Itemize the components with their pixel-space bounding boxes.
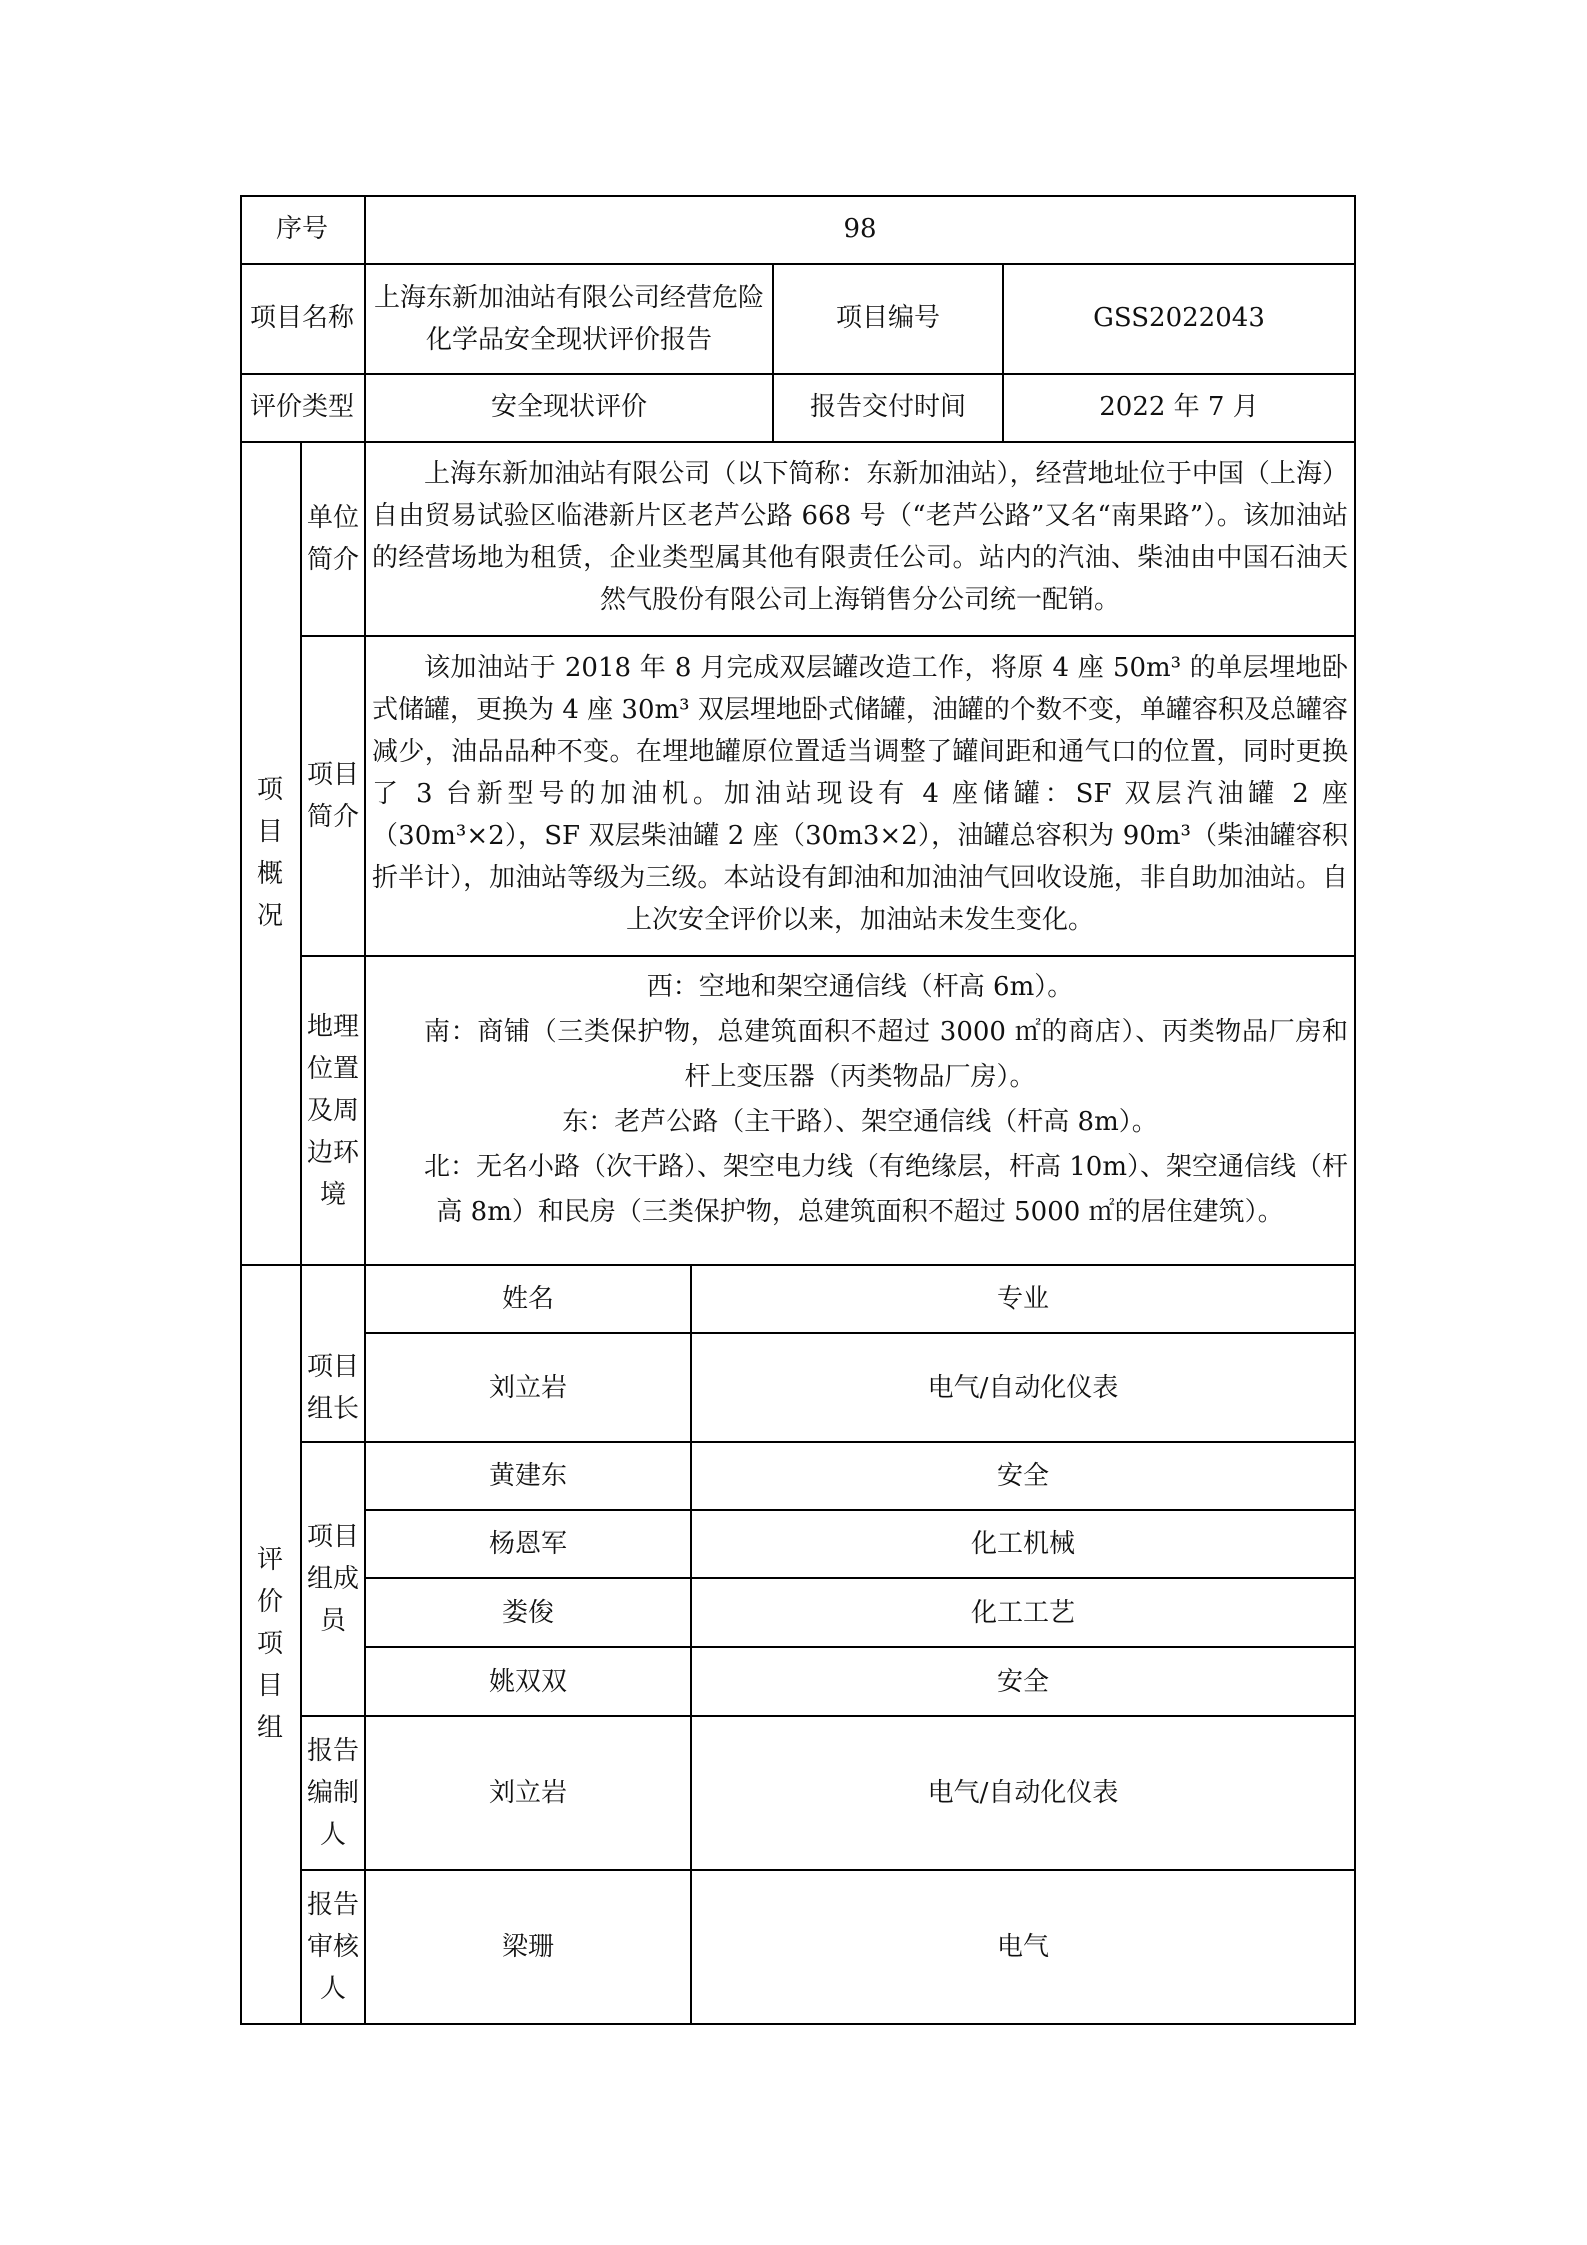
- member-name: 黄建东: [488, 1461, 567, 1491]
- col-major-header: 专业: [996, 1284, 1049, 1314]
- member-major: 化工机械: [970, 1529, 1075, 1559]
- leader-major: 电气/自动化仪表: [927, 1372, 1119, 1403]
- unit-intro-label: 单位简介: [306, 503, 359, 575]
- leader-name: 刘立岩: [488, 1372, 567, 1403]
- compiler-label: 报告编制人: [306, 1736, 359, 1850]
- geo-location-label: 地理位置及周边环境: [306, 1011, 359, 1210]
- info-table: [240, 195, 1356, 2025]
- project-code-value: GSS2022043: [1093, 303, 1265, 333]
- team-label: 评价项目组: [256, 1544, 283, 1743]
- seq-label: 序号: [275, 214, 328, 244]
- eval-type-value: 安全现状评价: [490, 392, 647, 422]
- seq-value: 98: [843, 214, 877, 244]
- geo-south: 南：商铺（三类保护物，总建筑面积不超过 3000 ㎡的商店）、丙类物品厂房和杆上变压器（丙类物品厂房）。: [424, 1017, 1348, 1092]
- project-name-value: 上海东新加油站有限公司经营危险化学品安全现状评价报告: [374, 283, 765, 355]
- member-major: 化工工艺: [970, 1597, 1075, 1628]
- reviewer-label: 报告审核人: [306, 1890, 359, 2004]
- member-name: 杨恩军: [488, 1529, 567, 1559]
- member-major: 安全: [996, 1461, 1049, 1491]
- reviewer-name: 梁珊: [501, 1932, 554, 1962]
- compiler-name: 刘立岩: [488, 1778, 567, 1808]
- compiler-major: 电气/自动化仪表: [927, 1778, 1119, 1808]
- leader-label: 项目组长: [306, 1351, 359, 1424]
- unit-intro-text: 上海东新加油站有限公司（以下简称：东新加油站），经营地址位于中国（上海）自由贸易试验区临港新片区老芦公路 668 号（“老芦公路”又名“南果路”）。该加油站的经营场地为租赁，企业类型属其他有限责任公司。站内的汽油、柴油由中国石油天然气股份有限公司上海销售分公司统一配销。: [372, 459, 1348, 615]
- project-code-label: 项目编号: [835, 303, 940, 333]
- overview-label: 项目概况: [256, 774, 283, 931]
- member-name: 姚双双: [488, 1666, 567, 1697]
- geo-west: 西：空地和架空通信线（杆高 6m）。: [646, 972, 1074, 1002]
- geo-location-text: [366, 965, 1354, 1262]
- member-major: 安全: [996, 1666, 1049, 1697]
- reviewer-major: 电气: [996, 1932, 1049, 1962]
- geo-east: 东：老芦公路（主干路）、架空通信线（杆高 8m）。: [562, 1107, 1158, 1137]
- geo-north: 北：无名小路（次干路）、架空电力线（有绝缘层，杆高 10m）、架空通信线（杆高 8m）和民房（三类保护物，总建筑面积不超过 5000 ㎡的居住建筑）。: [424, 1152, 1349, 1227]
- eval-type-label: 评价类型: [249, 392, 354, 422]
- member-name: 娄俊: [501, 1597, 554, 1628]
- delivery-time-label: 报告交付时间: [809, 392, 966, 422]
- members-label: 项目组成员: [306, 1522, 359, 1636]
- project-name-label: 项目名称: [249, 303, 354, 333]
- project-intro-text: 该加油站于 2018 年 8 月完成双层罐改造工作，将原 4 座 50m³ 的单层埋地卧式储罐，更换为 4 座 30m³ 双层埋地卧式储罐，油罐的个数不变，单罐容积及总罐容减少，油品品种不变。在埋地罐原位置适当调整了罐间距和通气口的位置，同时更换了 3 台新型号的加油机。加油站现设有 4 座储罐：SF 双层汽油罐 2 座（30m³×2），SF 双层柴油罐 2 座（30m3×2），油罐总容积为 90m³（柴油罐容积折半计），加油站等级为三级。本站设有卸油和加油油气回收设施，非自助加油站。自上次安全评价以来，加油站未发生变化。: [372, 653, 1348, 935]
- delivery-time-value: 2022 年 7 月: [1099, 392, 1259, 422]
- col-name-header: 姓名: [501, 1284, 554, 1314]
- project-intro-label: 项目简介: [306, 760, 359, 832]
